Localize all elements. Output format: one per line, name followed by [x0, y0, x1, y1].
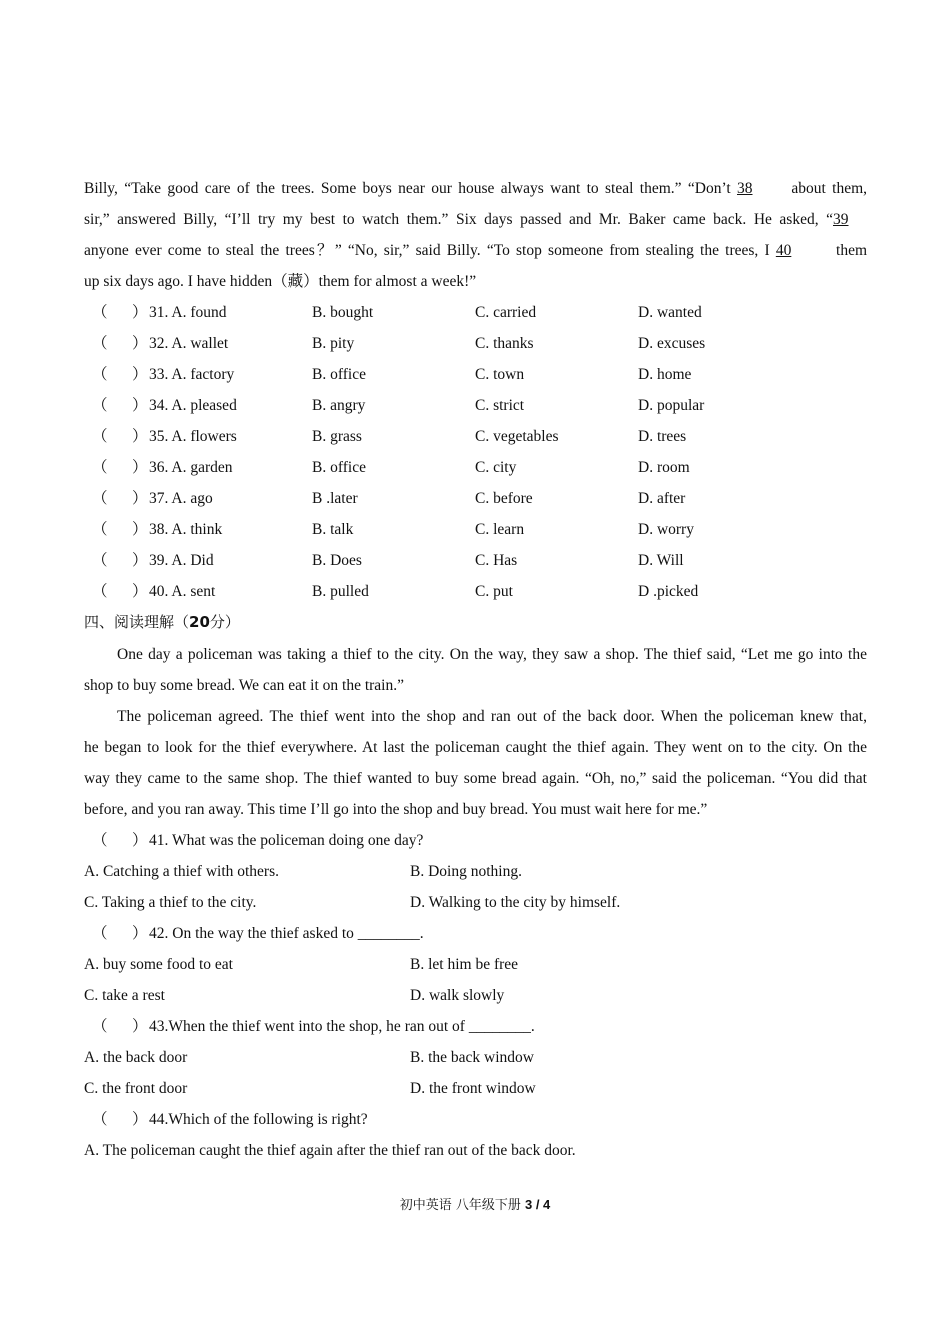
answer-paren: ） — [132, 397, 148, 414]
option-d: D. worry — [638, 521, 694, 538]
option-d: D. room — [638, 459, 690, 476]
reading-line: The policeman agreed. The thief went into the shop and ran out of the back door. When the policeman knew that, — [117, 708, 867, 725]
answer-paren: ） — [132, 925, 148, 942]
cloze-text: about them, — [791, 180, 868, 197]
cloze-text: them — [836, 242, 868, 259]
question-43 — [84, 1011, 867, 1042]
answer-paren: （ — [92, 459, 108, 476]
option-c: C. strict — [475, 397, 525, 414]
answer-paren: ） — [132, 552, 148, 569]
reading-line: shop to buy some bread. We can eat it on the train.” — [84, 677, 404, 694]
question-row — [84, 297, 867, 328]
reading-line: before, and you ran away. This time I’ll go into the shop and buy bread. You must wait here for me.” — [84, 801, 708, 818]
answer-paren: ） — [132, 428, 148, 445]
option-a: 40. A. sent — [149, 583, 216, 600]
answer-paren: （ — [92, 335, 108, 352]
option-a: 31. A. found — [149, 304, 227, 321]
option-d: D. wanted — [638, 304, 702, 321]
reading-line: One day a policeman was taking a thief to the city. On the way, they saw a shop. The thief said, “Let me go into the — [117, 646, 867, 663]
section-score: 20 — [189, 613, 210, 631]
option-a: 39. A. Did — [149, 552, 214, 569]
option-a: A. buy some food to eat — [84, 956, 233, 973]
answer-paren: （ — [92, 428, 108, 445]
question-row — [84, 328, 867, 359]
option-d: D .picked — [638, 583, 699, 600]
option-a: A. The policeman caught the thief again after the thief ran out of the back door. — [84, 1142, 576, 1159]
answer-paren: ） — [132, 366, 148, 383]
option-b: B .later — [312, 490, 358, 507]
answer-paren: （ — [92, 490, 108, 507]
cloze-line-2 — [84, 204, 867, 235]
options-row — [84, 1135, 867, 1166]
option-b: B. Does — [312, 552, 362, 569]
blank-40: 40 — [775, 242, 792, 259]
answer-paren: （ — [92, 366, 108, 383]
question-row — [84, 576, 867, 607]
cloze-line-4: up six days ago. I have hidden（藏）them for almost a week!” — [84, 273, 477, 290]
option-a: 34. A. pleased — [149, 397, 237, 414]
option-d: D. Walking to the city by himself. — [410, 894, 621, 911]
question-row — [84, 390, 867, 421]
answer-paren: （ — [92, 397, 108, 414]
footer-label: 初中英语 八年级下册 — [399, 1198, 525, 1213]
answer-paren: ） — [132, 583, 148, 600]
answer-paren: （ — [92, 1111, 108, 1128]
answer-paren: ） — [132, 459, 148, 476]
answer-paren: ） — [132, 832, 148, 849]
section-unit: 分） — [209, 613, 240, 631]
option-b: B. office — [312, 459, 366, 476]
exam-page — [84, 0, 867, 1344]
answer-paren: ） — [132, 1018, 148, 1035]
option-c: C. vegetables — [475, 428, 559, 445]
option-a: 37. A. ago — [149, 490, 213, 507]
option-b: B. let him be free — [410, 956, 519, 973]
question-row — [84, 545, 867, 576]
answer-paren: ） — [132, 335, 148, 352]
option-c: C. Has — [475, 552, 518, 569]
question-44 — [84, 1104, 867, 1135]
question-row — [84, 452, 867, 483]
option-c: C. Taking a thief to the city. — [84, 894, 257, 911]
question-text: 44.Which of the following is right? — [149, 1111, 368, 1128]
answer-paren: ） — [132, 1111, 148, 1128]
option-d: D. excuses — [638, 335, 706, 352]
answer-paren: （ — [92, 304, 108, 321]
options-row — [84, 887, 867, 918]
option-c: C. thanks — [475, 335, 534, 352]
reading-line: way they came to the same shop. The thief wanted to buy some bread again. “Oh, no,” said the policeman. “You did that — [84, 770, 867, 787]
question-row — [84, 514, 867, 545]
option-a: A. the back door — [84, 1049, 188, 1066]
cloze-text: anyone ever come to steal the trees？” “No, sir,” said Billy. “To stop someone from stealing the trees, I — [84, 242, 770, 259]
answer-paren: ） — [132, 490, 148, 507]
options-row — [84, 856, 867, 887]
question-row — [84, 483, 867, 514]
option-d: D. after — [638, 490, 686, 507]
answer-paren: （ — [92, 583, 108, 600]
option-d: D. the front window — [410, 1080, 536, 1097]
blank-38: 38 — [737, 180, 753, 197]
option-a: A. Catching a thief with others. — [84, 863, 279, 880]
question-row — [84, 421, 867, 452]
blank-39: 39 — [833, 211, 849, 228]
option-b: B. bought — [312, 304, 374, 321]
answer-paren: （ — [92, 521, 108, 538]
option-a: 36. A. garden — [149, 459, 233, 476]
cloze-text: sir,” answered Billy, “I’ll try my best to watch them.” Six days passed and Mr. Baker came back. He asked, “ — [84, 211, 833, 228]
question-text: 43.When the thief went into the shop, he ran out of ________. — [149, 1018, 535, 1035]
question-42 — [84, 918, 867, 949]
answer-paren: （ — [92, 552, 108, 569]
option-c: C. city — [475, 459, 517, 476]
cloze-line-3 — [84, 235, 867, 266]
reading-line: he began to look for the thief everywhere. At last the policeman caught the thief again. They went on to the city. On the — [84, 739, 867, 756]
page-footer — [0, 1194, 950, 1217]
option-d: D. trees — [638, 428, 687, 445]
option-b: B. angry — [312, 397, 366, 414]
question-41 — [84, 825, 867, 856]
option-c: C. before — [475, 490, 533, 507]
answer-paren: （ — [92, 925, 108, 942]
answer-paren: （ — [92, 832, 108, 849]
option-b: B. Doing nothing. — [410, 863, 522, 880]
options-row — [84, 1073, 867, 1104]
answer-paren: ） — [132, 304, 148, 321]
options-row — [84, 1042, 867, 1073]
page-number: 3 / 4 — [524, 1197, 551, 1212]
option-b: B. pulled — [312, 583, 369, 600]
question-row — [84, 359, 867, 390]
question-text: 41. What was the policeman doing one day? — [149, 832, 424, 849]
option-c: C. learn — [475, 521, 525, 538]
section-title: 四、阅读理解（ — [84, 613, 190, 631]
option-a: 33. A. factory — [149, 366, 235, 383]
option-c: C. carried — [475, 304, 537, 321]
option-d: D. popular — [638, 397, 705, 414]
options-row — [84, 949, 867, 980]
cloze-line-1 — [84, 173, 867, 204]
option-a: 32. A. wallet — [149, 335, 229, 352]
option-d: D. Will — [638, 552, 684, 569]
option-c: C. take a rest — [84, 987, 165, 1004]
option-c: C. put — [475, 583, 513, 600]
option-b: B. office — [312, 366, 366, 383]
option-d: D. home — [638, 366, 692, 383]
question-text: 42. On the way the thief asked to ________. — [149, 925, 424, 942]
option-c: C. town — [475, 366, 525, 383]
option-c: C. the front door — [84, 1080, 188, 1097]
option-b: B. pity — [312, 335, 355, 352]
option-b: B. talk — [312, 521, 354, 538]
cloze-text: Billy, “Take good care of the trees. Some boys near our house always want to steal them.” “Don’t — [84, 180, 731, 197]
options-row — [84, 980, 867, 1011]
answer-paren: ） — [132, 521, 148, 538]
option-b: B. grass — [312, 428, 362, 445]
section-heading — [84, 607, 867, 638]
answer-paren: （ — [92, 1018, 108, 1035]
option-d: D. walk slowly — [410, 987, 505, 1004]
option-a: 35. A. flowers — [149, 428, 237, 445]
option-b: B. the back window — [410, 1049, 534, 1066]
option-a: 38. A. think — [149, 521, 223, 538]
